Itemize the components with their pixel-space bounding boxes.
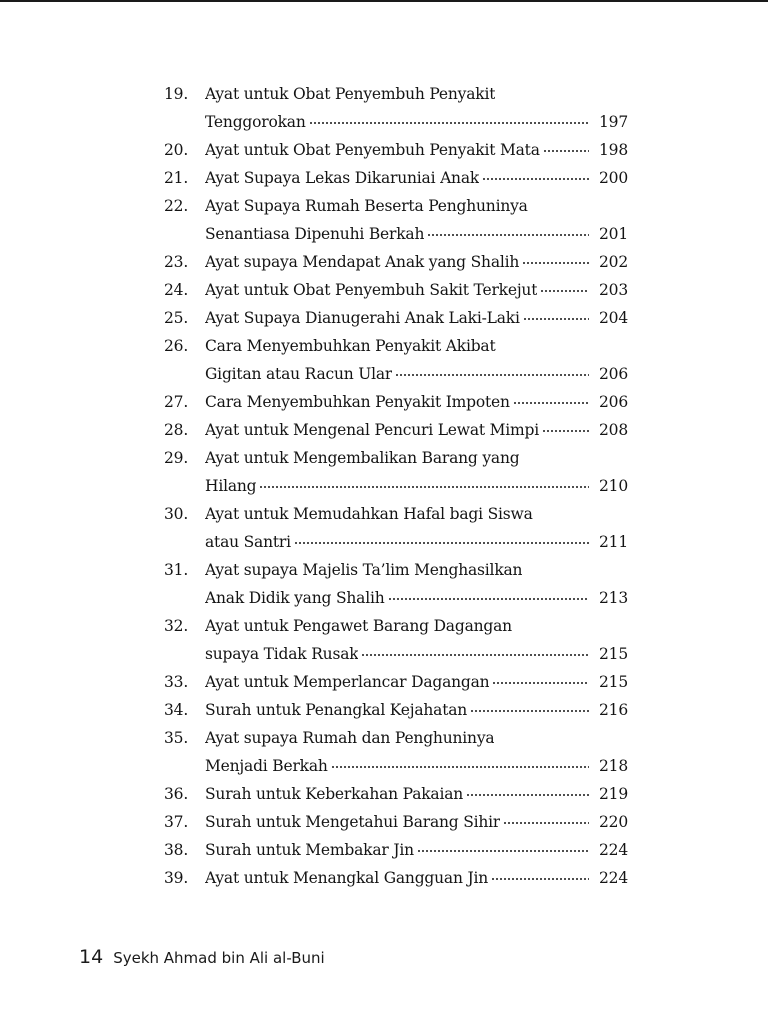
toc-entry-line <box>164 500 628 528</box>
toc-entry-title: Ayat untuk Pengawet Barang Dagangan <box>205 617 512 635</box>
toc-entry-page: 204 <box>599 309 628 327</box>
dot-leader <box>259 476 589 492</box>
toc-entry-page: 211 <box>599 533 628 551</box>
toc-entry-page: 200 <box>599 169 628 187</box>
dot-leader <box>395 364 589 380</box>
toc-entry-line <box>164 808 628 836</box>
toc-entry-page: 210 <box>599 477 628 495</box>
dot-leader <box>491 868 589 884</box>
toc-entry-line <box>164 388 628 416</box>
table-of-contents <box>164 80 628 892</box>
toc-entry-number: 34. <box>164 701 189 719</box>
toc-entry-title: Ayat Supaya Rumah Beserta Penghuninya <box>205 197 528 215</box>
toc-entry <box>164 136 628 164</box>
toc-entry <box>164 332 628 388</box>
toc-entry-line <box>164 332 628 360</box>
toc-entry-line <box>164 836 628 864</box>
toc-entry-title: Surah untuk Mengetahui Barang Sihir <box>205 813 501 831</box>
toc-entry <box>164 836 628 864</box>
toc-entry-page: 197 <box>599 113 628 131</box>
toc-entry <box>164 248 628 276</box>
toc-entry-line <box>164 864 628 892</box>
dot-leader <box>543 140 589 156</box>
dot-leader <box>388 588 590 604</box>
toc-entry-number: 33. <box>164 673 189 691</box>
toc-entry-line <box>164 248 628 276</box>
toc-entry <box>164 388 628 416</box>
toc-entry-page: 202 <box>599 253 628 271</box>
toc-entry-line <box>164 416 628 444</box>
toc-entry-line <box>164 136 628 164</box>
dot-leader <box>309 112 589 128</box>
toc-entry-line <box>164 612 628 640</box>
toc-entry <box>164 164 628 192</box>
dot-leader <box>417 840 589 856</box>
toc-entry <box>164 668 628 696</box>
toc-entry <box>164 808 628 836</box>
toc-entry-line <box>164 584 628 612</box>
toc-entry-title: Ayat untuk Memudahkan Hafal bagi Siswa <box>205 505 533 523</box>
dot-leader <box>294 532 589 548</box>
dot-leader <box>522 252 589 268</box>
toc-entry-title: Ayat untuk Menangkal Gangguan Jin <box>205 869 489 887</box>
dot-leader <box>331 756 589 772</box>
toc-entry-title: Anak Didik yang Shalih <box>205 589 385 607</box>
dot-leader <box>540 280 589 296</box>
toc-entry <box>164 444 628 500</box>
toc-entry <box>164 696 628 724</box>
toc-entry-number: 20. <box>164 141 189 159</box>
dot-leader <box>492 672 589 688</box>
toc-entry-title: Surah untuk Membakar Jin <box>205 841 414 859</box>
toc-entry-number: 39. <box>164 869 189 887</box>
toc-entry <box>164 724 628 780</box>
page-number: 14 <box>79 946 104 968</box>
toc-entry-number: 29. <box>164 449 189 467</box>
toc-entry <box>164 276 628 304</box>
toc-entry-title: Menjadi Berkah <box>205 757 328 775</box>
toc-entry-title: Ayat untuk Obat Penyembuh Penyakit <box>205 85 496 103</box>
toc-entry-line <box>164 780 628 808</box>
toc-entry-page: 224 <box>599 841 628 859</box>
toc-entry-title: Senantiasa Dipenuhi Berkah <box>205 225 425 243</box>
dot-leader <box>523 308 589 324</box>
toc-entry-line <box>164 276 628 304</box>
toc-entry-number: 38. <box>164 841 189 859</box>
toc-entry-line <box>164 192 628 220</box>
toc-entry-line <box>164 528 628 556</box>
toc-entry-title: Tenggorokan <box>205 113 306 131</box>
toc-entry-title: Hilang <box>205 477 257 495</box>
toc-entry-number: 19. <box>164 85 189 103</box>
toc-entry-title: supaya Tidak Rusak <box>205 645 359 663</box>
toc-entry-number: 30. <box>164 505 189 523</box>
toc-entry-title: Ayat Supaya Lekas Dikaruniai Anak <box>205 169 480 187</box>
dot-leader <box>470 700 589 716</box>
toc-entry-line <box>164 444 628 472</box>
toc-entry <box>164 556 628 612</box>
dot-leader <box>513 392 589 408</box>
toc-entry-page: 203 <box>599 281 628 299</box>
dot-leader <box>542 420 589 436</box>
toc-entry <box>164 612 628 668</box>
toc-entry-line <box>164 304 628 332</box>
toc-entry-title: Surah untuk Penangkal Kejahatan <box>205 701 468 719</box>
toc-entry-title: Ayat supaya Rumah dan Penghuninya <box>205 729 495 747</box>
toc-entry-title: Ayat Supaya Dianugerahi Anak Laki-Laki <box>205 309 520 327</box>
dot-leader <box>427 224 589 240</box>
toc-entry-line <box>164 220 628 248</box>
toc-entry-page: 198 <box>599 141 628 159</box>
page-footer <box>79 946 325 968</box>
running-footer-author: Syekh Ahmad bin Ali al-Buni <box>113 949 325 967</box>
toc-entry-number: 27. <box>164 393 189 411</box>
toc-entry <box>164 304 628 332</box>
dot-leader <box>503 812 589 828</box>
dot-leader <box>466 784 589 800</box>
toc-entry <box>164 500 628 556</box>
toc-entry-line <box>164 360 628 388</box>
toc-entry-line <box>164 472 628 500</box>
toc-entry-title: Ayat untuk Mengembalikan Barang yang <box>205 449 520 467</box>
toc-entry <box>164 780 628 808</box>
toc-entry <box>164 80 628 136</box>
toc-entry-title: Ayat untuk Obat Penyembuh Penyakit Mata <box>205 141 540 159</box>
toc-entry-line <box>164 108 628 136</box>
toc-entry-page: 215 <box>599 645 628 663</box>
dot-leader <box>361 644 589 660</box>
toc-entry-page: 220 <box>599 813 628 831</box>
toc-entry-title: Ayat untuk Mengenal Pencuri Lewat Mimpi <box>205 421 540 439</box>
toc-entry-number: 31. <box>164 561 189 579</box>
toc-entry-title: Ayat supaya Mendapat Anak yang Shalih <box>205 253 520 271</box>
toc-entry-title: Cara Menyembuhkan Penyakit Impoten <box>205 393 510 411</box>
toc-entry-number: 23. <box>164 253 189 271</box>
toc-entry-number: 28. <box>164 421 189 439</box>
toc-entry-page: 201 <box>599 225 628 243</box>
toc-entry-number: 35. <box>164 729 189 747</box>
toc-entry-number: 25. <box>164 309 189 327</box>
toc-entry-number: 36. <box>164 785 189 803</box>
toc-entry-title: Cara Menyembuhkan Penyakit Akibat <box>205 337 496 355</box>
toc-entry-title: Gigitan atau Racun Ular <box>205 365 393 383</box>
toc-entry-page: 206 <box>599 393 628 411</box>
toc-entry-line <box>164 164 628 192</box>
top-border-line <box>0 0 768 2</box>
toc-entry-number: 22. <box>164 197 189 215</box>
toc-entry <box>164 864 628 892</box>
toc-entry-page: 218 <box>599 757 628 775</box>
toc-entry-title: Ayat untuk Memperlancar Dagangan <box>205 673 490 691</box>
toc-entry <box>164 192 628 248</box>
toc-entry-title: Ayat supaya Majelis Ta’lim Menghasilkan <box>205 561 523 579</box>
toc-entry-line <box>164 556 628 584</box>
toc-entry-page: 206 <box>599 365 628 383</box>
toc-entry-title: atau Santri <box>205 533 291 551</box>
toc-entry-page: 219 <box>599 785 628 803</box>
toc-entry-number: 26. <box>164 337 189 355</box>
toc-entry-title: Ayat untuk Obat Penyembuh Sakit Terkejut <box>205 281 538 299</box>
toc-entry-page: 224 <box>599 869 628 887</box>
toc-entry-line <box>164 668 628 696</box>
toc-entry-line <box>164 80 628 108</box>
toc-entry-line <box>164 724 628 752</box>
toc-entry-page: 213 <box>599 589 628 607</box>
toc-entry-page: 215 <box>599 673 628 691</box>
toc-entry-number: 21. <box>164 169 189 187</box>
toc-entry-line <box>164 752 628 780</box>
toc-entry-page: 216 <box>599 701 628 719</box>
toc-entry-line <box>164 696 628 724</box>
toc-entry <box>164 416 628 444</box>
toc-entry-number: 24. <box>164 281 189 299</box>
toc-entry-page: 208 <box>599 421 628 439</box>
toc-entry-number: 32. <box>164 617 189 635</box>
dot-leader <box>482 168 589 184</box>
toc-entry-line <box>164 640 628 668</box>
toc-entry-number: 37. <box>164 813 189 831</box>
toc-entry-title: Surah untuk Keberkahan Pakaian <box>205 785 464 803</box>
